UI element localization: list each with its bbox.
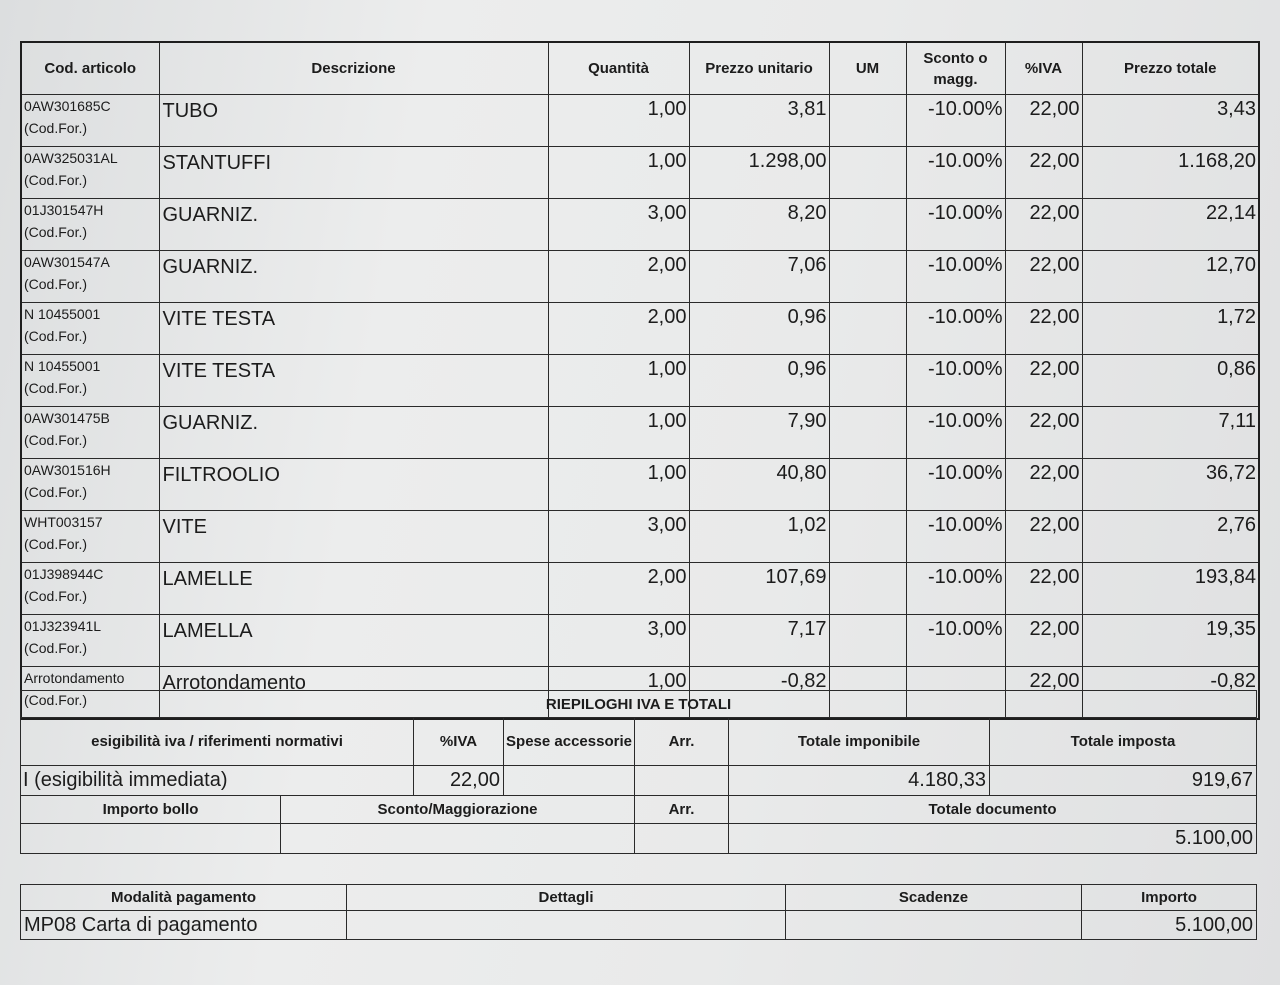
item-discount: -10.00%: [906, 147, 1005, 199]
esigibilita-value: I (esigibilità immediata): [21, 766, 414, 796]
item-vat: 22,00: [1005, 407, 1082, 459]
item-total: 12,70: [1082, 251, 1259, 303]
table-row: [21, 303, 1259, 355]
item-description: LAMELLA: [159, 615, 548, 667]
item-quantity: 1,00: [548, 667, 689, 720]
arr-value: [635, 766, 729, 796]
table-row: [21, 95, 1259, 147]
importo-bollo-value: [21, 824, 281, 854]
header-summary-iva: %IVA: [414, 718, 504, 766]
item-discount: -10.00%: [906, 303, 1005, 355]
table-row: [21, 251, 1259, 303]
item-um: [829, 563, 906, 615]
totale-documento-value: 5.100,00: [729, 824, 1257, 854]
item-quantity: 3,00: [548, 199, 689, 251]
item-total: 3,43: [1082, 95, 1259, 147]
item-code: 01J398944C: [24, 566, 104, 582]
item-code: 0AW301547A: [24, 254, 110, 270]
item-unit-price: 0,96: [689, 303, 829, 355]
item-description: VITE TESTA: [159, 303, 548, 355]
item-code-cell: [21, 199, 159, 251]
item-unit-price: -0,82: [689, 667, 829, 720]
header-totale-documento: Totale documento: [729, 796, 1257, 824]
totale-imposta-value: 919,67: [990, 766, 1257, 796]
item-code-note: (Cod.For.): [24, 276, 88, 292]
item-total: 7,11: [1082, 407, 1259, 459]
item-code-note: (Cod.For.): [24, 640, 88, 656]
item-code: 0AW301685C: [24, 98, 111, 114]
item-vat: 22,00: [1005, 667, 1082, 720]
item-description: VITE TESTA: [159, 355, 548, 407]
table-row: [21, 199, 1259, 251]
item-total: 1.168,20: [1082, 147, 1259, 199]
item-code-cell: [21, 251, 159, 303]
item-description: STANTUFFI: [159, 147, 548, 199]
header-prezzo-totale: Prezzo totale: [1082, 42, 1259, 95]
header-modalita-pagamento: Modalità pagamento: [21, 885, 347, 911]
item-discount: -10.00%: [906, 355, 1005, 407]
item-um: [829, 147, 906, 199]
summary-title: RIEPILOGHI IVA E TOTALI: [21, 691, 1257, 718]
item-code-note: (Cod.For.): [24, 484, 88, 500]
item-quantity: 1,00: [548, 147, 689, 199]
item-quantity: 3,00: [548, 511, 689, 563]
item-code-cell: [21, 615, 159, 667]
table-row: [21, 563, 1259, 615]
header-esigibilita: esigibilità iva / riferimenti normativi: [21, 718, 414, 766]
header-descrizione: Descrizione: [159, 42, 548, 95]
item-code: 0AW301516H: [24, 462, 111, 478]
item-unit-price: 1.298,00: [689, 147, 829, 199]
item-vat: 22,00: [1005, 355, 1082, 407]
item-um: [829, 511, 906, 563]
item-total: 19,35: [1082, 615, 1259, 667]
item-description: GUARNIZ.: [159, 251, 548, 303]
item-code-note: (Cod.For.): [24, 120, 88, 136]
item-vat: 22,00: [1005, 615, 1082, 667]
item-code-note: (Cod.For.): [24, 380, 88, 396]
item-quantity: 1,00: [548, 95, 689, 147]
item-total: 36,72: [1082, 459, 1259, 511]
summary-iva-value: 22,00: [414, 766, 504, 796]
item-code-cell: [21, 303, 159, 355]
item-quantity: 1,00: [548, 355, 689, 407]
item-quantity: 2,00: [548, 251, 689, 303]
item-unit-price: 1,02: [689, 511, 829, 563]
item-code-note: (Cod.For.): [24, 224, 88, 240]
item-code-note: (Cod.For.): [24, 432, 88, 448]
arr-2-value: [635, 824, 729, 854]
table-row: [21, 511, 1259, 563]
item-code: N 10455001: [24, 306, 101, 322]
item-description: GUARNIZ.: [159, 407, 548, 459]
item-um: [829, 407, 906, 459]
header-prezzo-unitario: Prezzo unitario: [689, 42, 829, 95]
item-code: 01J301547H: [24, 202, 104, 218]
item-unit-price: 3,81: [689, 95, 829, 147]
item-description: Arrotondamento: [159, 667, 548, 720]
item-discount: -10.00%: [906, 407, 1005, 459]
header-iva: %IVA: [1005, 42, 1082, 95]
items-header-row: [21, 42, 1259, 95]
header-importo-bollo: Importo bollo: [21, 796, 281, 824]
item-um: [829, 95, 906, 147]
item-description: GUARNIZ.: [159, 199, 548, 251]
header-spese-accessorie: Spese accessorie: [504, 718, 635, 766]
item-vat: 22,00: [1005, 303, 1082, 355]
header-dettagli: Dettagli: [347, 885, 786, 911]
item-code: 0AW301475B: [24, 410, 110, 426]
item-um: [829, 355, 906, 407]
table-row: [21, 615, 1259, 667]
header-totale-imponibile: Totale imponibile: [729, 718, 990, 766]
item-vat: 22,00: [1005, 563, 1082, 615]
item-discount: -10.00%: [906, 615, 1005, 667]
item-total: 0,86: [1082, 355, 1259, 407]
importo-value: 5.100,00: [1082, 911, 1257, 940]
modalita-pagamento-value: MP08 Carta di pagamento: [21, 911, 347, 940]
table-row: [21, 459, 1259, 511]
item-description: VITE: [159, 511, 548, 563]
item-code-note: (Cod.For.): [24, 172, 88, 188]
item-vat: 22,00: [1005, 511, 1082, 563]
items-table: [20, 41, 1260, 720]
item-description: FILTROOLIO: [159, 459, 548, 511]
header-sconto: Sconto o magg.: [906, 42, 1005, 95]
item-discount: -10.00%: [906, 511, 1005, 563]
item-unit-price: 7,90: [689, 407, 829, 459]
item-discount: -10.00%: [906, 95, 1005, 147]
item-discount: -10.00%: [906, 199, 1005, 251]
item-unit-price: 8,20: [689, 199, 829, 251]
scadenze-value: [786, 911, 1082, 940]
header-arr-2: Arr.: [635, 796, 729, 824]
item-code-note: (Cod.For.): [24, 692, 88, 708]
sconto-maggiorazione-value: [281, 824, 635, 854]
item-discount: -10.00%: [906, 563, 1005, 615]
item-code-cell: [21, 355, 159, 407]
item-um: [829, 199, 906, 251]
item-code-note: (Cod.For.): [24, 588, 88, 604]
spese-value: [504, 766, 635, 796]
header-um: UM: [829, 42, 906, 95]
item-description: LAMELLE: [159, 563, 548, 615]
table-row: [21, 355, 1259, 407]
item-code: 01J323941L: [24, 618, 102, 634]
item-total: 1,72: [1082, 303, 1259, 355]
item-vat: 22,00: [1005, 147, 1082, 199]
item-code: N 10455001: [24, 358, 101, 374]
item-unit-price: 40,80: [689, 459, 829, 511]
item-code-cell: [21, 563, 159, 615]
item-quantity: 3,00: [548, 615, 689, 667]
header-totale-imposta: Totale imposta: [990, 718, 1257, 766]
item-code-note: (Cod.For.): [24, 328, 88, 344]
header-importo: Importo: [1082, 885, 1257, 911]
item-code-cell: [21, 511, 159, 563]
header-quantita: Quantità: [548, 42, 689, 95]
item-vat: 22,00: [1005, 251, 1082, 303]
item-total: 193,84: [1082, 563, 1259, 615]
item-quantity: 2,00: [548, 303, 689, 355]
item-unit-price: 0,96: [689, 355, 829, 407]
payment-table: [20, 884, 1257, 940]
item-quantity: 1,00: [548, 407, 689, 459]
item-code-cell: [21, 95, 159, 147]
item-total: 22,14: [1082, 199, 1259, 251]
item-total: -0,82: [1082, 667, 1259, 720]
table-row: [21, 147, 1259, 199]
table-row: [21, 407, 1259, 459]
item-code: WHT003157: [24, 514, 103, 530]
header-scadenze: Scadenze: [786, 885, 1082, 911]
item-vat: 22,00: [1005, 95, 1082, 147]
item-um: [829, 459, 906, 511]
vat-summary-table: [20, 690, 1257, 854]
item-unit-price: 7,17: [689, 615, 829, 667]
item-code: Arrotondamento: [24, 670, 125, 686]
item-quantity: 2,00: [548, 563, 689, 615]
header-sconto-maggiorazione: Sconto/Maggiorazione: [281, 796, 635, 824]
item-total: 2,76: [1082, 511, 1259, 563]
item-unit-price: 7,06: [689, 251, 829, 303]
dettagli-value: [347, 911, 786, 940]
totale-imponibile-value: 4.180,33: [729, 766, 990, 796]
item-code: 0AW325031AL: [24, 150, 118, 166]
header-cod-articolo: Cod. articolo: [21, 42, 159, 95]
item-description: TUBO: [159, 95, 548, 147]
item-um: [829, 615, 906, 667]
item-quantity: 1,00: [548, 459, 689, 511]
item-vat: 22,00: [1005, 199, 1082, 251]
item-code-cell: [21, 147, 159, 199]
item-unit-price: 107,69: [689, 563, 829, 615]
item-discount: -10.00%: [906, 459, 1005, 511]
item-code-note: (Cod.For.): [24, 536, 88, 552]
item-discount: -10.00%: [906, 251, 1005, 303]
item-um: [829, 251, 906, 303]
item-code-cell: [21, 459, 159, 511]
item-um: [829, 303, 906, 355]
item-vat: 22,00: [1005, 459, 1082, 511]
item-code-cell: [21, 407, 159, 459]
header-arr: Arr.: [635, 718, 729, 766]
